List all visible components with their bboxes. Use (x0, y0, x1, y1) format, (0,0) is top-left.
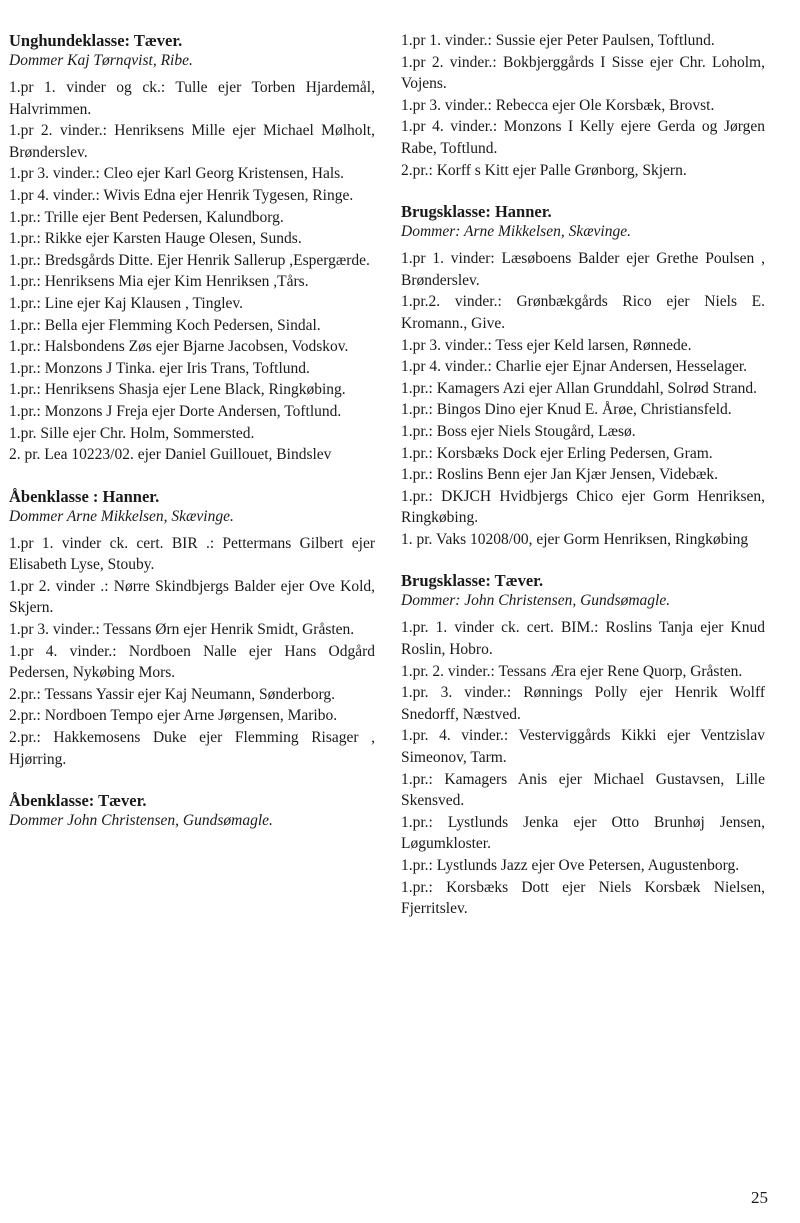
judge-line: Dommer Kaj Tørnqvist, Ribe. (9, 52, 193, 69)
result-entry: 1.pr.: Kamagers Anis ejer Michael Gustavsen, Lille Skensved. (401, 770, 765, 810)
left-column (9, 30, 375, 851)
result-entry: 1.pr 1. vinder og ck.: Tulle ejer Torben Hjardemål, Halvrimmen. (9, 79, 375, 118)
result-entry: 1.pr.: Bingos Dino ejer Knud E. Årøe, Christiansfeld. (401, 401, 732, 419)
result-entry: 1.pr.: Roslins Benn ejer Jan Kjær Jensen, Videbæk. (401, 466, 718, 484)
result-entry: 2.pr.: Tessans Yassir ejer Kaj Neumann, Sønderborg. (9, 685, 335, 703)
result-entry: 1.pr.: Boss ejer Niels Stougård, Læsø. (401, 422, 636, 440)
result-entry: 1.pr. 3. vinder.: Rønnings Polly ejer Henrik Wolff Snedorff, Næstved. (401, 684, 765, 723)
result-entry: 1.pr.: Kamagers Azi ejer Allan Grunddahl, Solrød Strand. (401, 379, 758, 397)
result-entry: 1.pr 1. vinder: Læsøboens Balder ejer Grethe Poulsen , Brønderslev. (401, 250, 765, 289)
section-brugsklasse-taever (401, 570, 765, 919)
result-entry: 1.pr.: Monzons J Freja ejer Dorte Andersen, Toftlund. (9, 402, 342, 420)
result-entry: 1.pr 3. vinder.: Cleo ejer Karl Georg Kristensen, Hals. (9, 165, 345, 183)
section-continued-aabenklasse-taever (401, 30, 765, 181)
result-entry: 1.pr.: Bredsgårds Ditte. Ejer Henrik Sallerup ,Espergærde. (9, 251, 370, 269)
result-entry: 1.pr 3. vinder.: Rebecca ejer Ole Korsbæk, Brovst. (401, 96, 715, 114)
result-entry: 1.pr 1. vinder ck. cert. BIR .: Pettermans Gilbert ejer Elisabeth Lyse, Stouby. (9, 534, 375, 574)
result-entry: 1.pr. 1. vinder ck. cert. BIM.: Roslins Tanja ejer Knud Roslin, Hobro. (401, 619, 765, 659)
section-title: Åbenklasse: Tæver. (9, 791, 147, 811)
result-entry: 1.pr.: Bella ejer Flemming Koch Pedersen, Sindal. (9, 316, 321, 334)
result-entry: 1.pr.2. vinder.: Grønbækgårds Rico ejer Niels E. Kromann., Give. (401, 293, 765, 332)
page-number: 25 (751, 1188, 768, 1207)
judge-line: Dommer: Arne Mikkelsen, Skævinge. (401, 223, 631, 241)
right-column (401, 30, 765, 940)
result-entry: 1. pr. Vaks 10208/00, ejer Gorm Henriksen, Ringkøbing (401, 530, 749, 548)
section-title: Åbenklasse : Hanner. (9, 486, 160, 506)
result-entry: 1.pr 3. vinder.: Tessans Ørn ejer Henrik Smidt, Gråsten. (9, 621, 355, 639)
section-unghundeklasse-taever (9, 30, 375, 466)
result-entry: 2. pr. Lea 10223/02. ejer Daniel Guillouet, Bindslev (9, 446, 332, 464)
result-entry: 1.pr 2. vinder .: Nørre Skindbjergs Balder ejer Ove Kold, Skjern. (9, 577, 375, 617)
result-entry: 1.pr 2. vinder.: Henriksens Mille ejer Michael Mølholt, Brønderslev. (9, 122, 375, 161)
section-aabenklasse-hanner (9, 486, 375, 771)
result-entry: 1.pr.: Henriksens Shasja ejer Lene Black, Ringkøbing. (9, 381, 346, 399)
result-entry: 1.pr. 4. vinder.: Vesterviggårds Kikki ejer Ventzislav Simeonov, Tarm. (401, 727, 765, 767)
result-entry: 1.pr.: Henriksens Mia ejer Kim Henriksen ,Tårs. (9, 273, 309, 291)
result-entry: 1.pr.: Lystlunds Jenka ejer Otto Brunhøj Jensen, Løgumkloster. (401, 813, 765, 853)
section-title: Brugsklasse: Hanner. (401, 202, 552, 222)
judge-line: Dommer: John Christensen, Gundsømagle. (401, 592, 671, 610)
result-entry: 1.pr 1. vinder.: Sussie ejer Peter Paulsen, Toftlund. (401, 32, 715, 49)
result-entry: 1.pr.: Korsbæks Dott ejer Niels Korsbæk Nielsen, Fjerritslev. (401, 878, 765, 918)
result-entry: 2.pr.: Nordboen Tempo ejer Arne Jørgensen, Maribo. (9, 707, 338, 725)
result-entry: 1.pr.: Lystlunds Jazz ejer Ove Petersen, Augustenborg. (401, 857, 740, 874)
result-entry: 1.pr 4. vinder.: Charlie ejer Ejnar Andersen, Hesselager. (401, 358, 748, 376)
result-entry: 1.pr 4. vinder.: Monzons I Kelly ejere Gerda og Jørgen Rabe, Toftlund. (401, 118, 765, 157)
result-entry: 1.pr 3. vinder.: Tess ejer Keld larsen, Rønnede. (401, 336, 692, 354)
section-title: Brugsklasse: Tæver. (401, 571, 544, 591)
judge-line: Dommer John Christensen, Gundsømagle. (9, 812, 273, 830)
result-entry: 1.pr.: Korsbæks Dock ejer Erling Pedersen, Gram. (401, 444, 713, 462)
result-entry: 1.pr.: Halsbondens Zøs ejer Bjarne Jacobsen, Vodskov. (9, 338, 349, 356)
result-entry: 1.pr 4. vinder.: Nordboen Nalle ejer Hans Odgård Pedersen, Nykøbing Mors. (9, 642, 375, 682)
section-brugsklasse-hanner (401, 201, 765, 550)
result-entry: 2.pr.: Hakkemosens Duke ejer Flemming Risager , Hjørring. (9, 729, 375, 768)
result-entry: 1.pr.: Monzons J Tinka. ejer Iris Trans, Toftlund. (9, 359, 310, 377)
judge-line: Dommer Arne Mikkelsen, Skævinge. (9, 507, 234, 525)
result-entry: 1.pr.: DKJCH Hvidbjergs Chico ejer Gorm Henriksen, Ringkøbing. (401, 487, 765, 527)
section-aabenklasse-taever (9, 790, 375, 831)
result-entry: 1.pr 2. vinder.: Bokbjerggårds I Sisse ejer Chr. Loholm, Vojens. (401, 53, 765, 93)
result-entry: 1.pr. Sille ejer Chr. Holm, Sommersted. (9, 424, 255, 442)
result-entry: 1.pr 4. vinder.: Wivis Edna ejer Henrik Tygesen, Ringe. (9, 186, 354, 204)
result-entry: 1.pr. 2. vinder.: Tessans Æra ejer Rene Quorp, Gråsten. (401, 662, 743, 680)
section-title: Unghundeklasse: Tæver. (9, 31, 183, 50)
result-entry: 1.pr.: Rikke ejer Karsten Hauge Olesen, Sunds. (9, 230, 302, 248)
result-entry: 2.pr.: Korff s Kitt ejer Palle Grønborg, Skjern. (401, 161, 687, 179)
result-entry: 1.pr.: Line ejer Kaj Klausen , Tinglev. (9, 294, 244, 312)
result-entry: 1.pr.: Trille ejer Bent Pedersen, Kalundborg. (9, 208, 284, 226)
